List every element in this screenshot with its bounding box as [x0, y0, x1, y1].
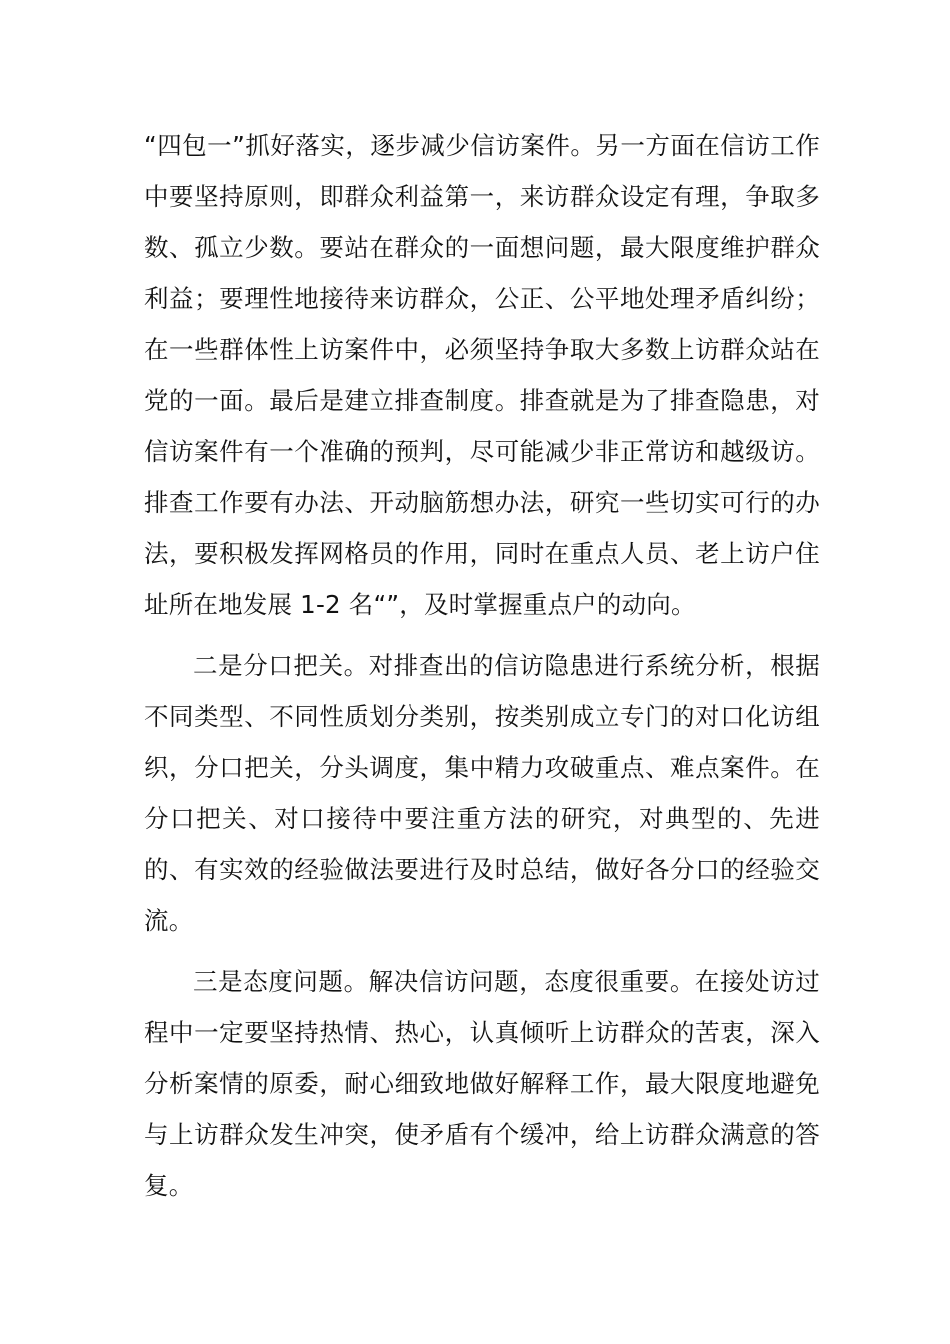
paragraph-2: 二是分口把关。对排查出的信访隐患进行系统分析，根据不同类型、不同性质划分类别，按类别成立专门的对口化访组织，分口把关，分头调度，集中精力攻破重点、难点案件。在分口把关、对口接待中要注重方法的研究，对典型的、先进的、有实效的经验做法要进行及时总结，做好各分口的经验交流。	[144, 651, 820, 935]
paragraph-3: 三是态度问题。解决信访问题，态度很重要。在接处访过程中一定要坚持热情、热心，认真倾听上访群众的苦衷，深入分析案情的原委，耐心细致地做好解释工作，最大限度地避免与上访群众发生冲突，使矛盾有个缓冲，给上访群众满意的答复。	[144, 967, 820, 1200]
document-body	[144, 120, 820, 1211]
paragraph-1: “四包一”抓好落实，逐步减少信访案件。另一方面在信访工作中要坚持原则，即群众利益第一，来访群众设定有理，争取多数、孤立少数。要站在群众的一面想问题，最大限度维护群众利益；要理性地接待来访群众，公正、公平地处理矛盾纠纷；在一些群体性上访案件中，必须坚持争取大多数上访群众站在党的一面。最后是建立排查制度。排查就是为了排查隐患，对信访案件有一个准确的预判，尽可能减少非正常访和越级访。排查工作要有办法、开动脑筋想办法，研究一些切实可行的办法，要积极发挥网格员的作用，同时在重点人员、老上访户住址所在地发展 1-2 名“”，及时掌握重点户的动向。	[144, 131, 820, 619]
